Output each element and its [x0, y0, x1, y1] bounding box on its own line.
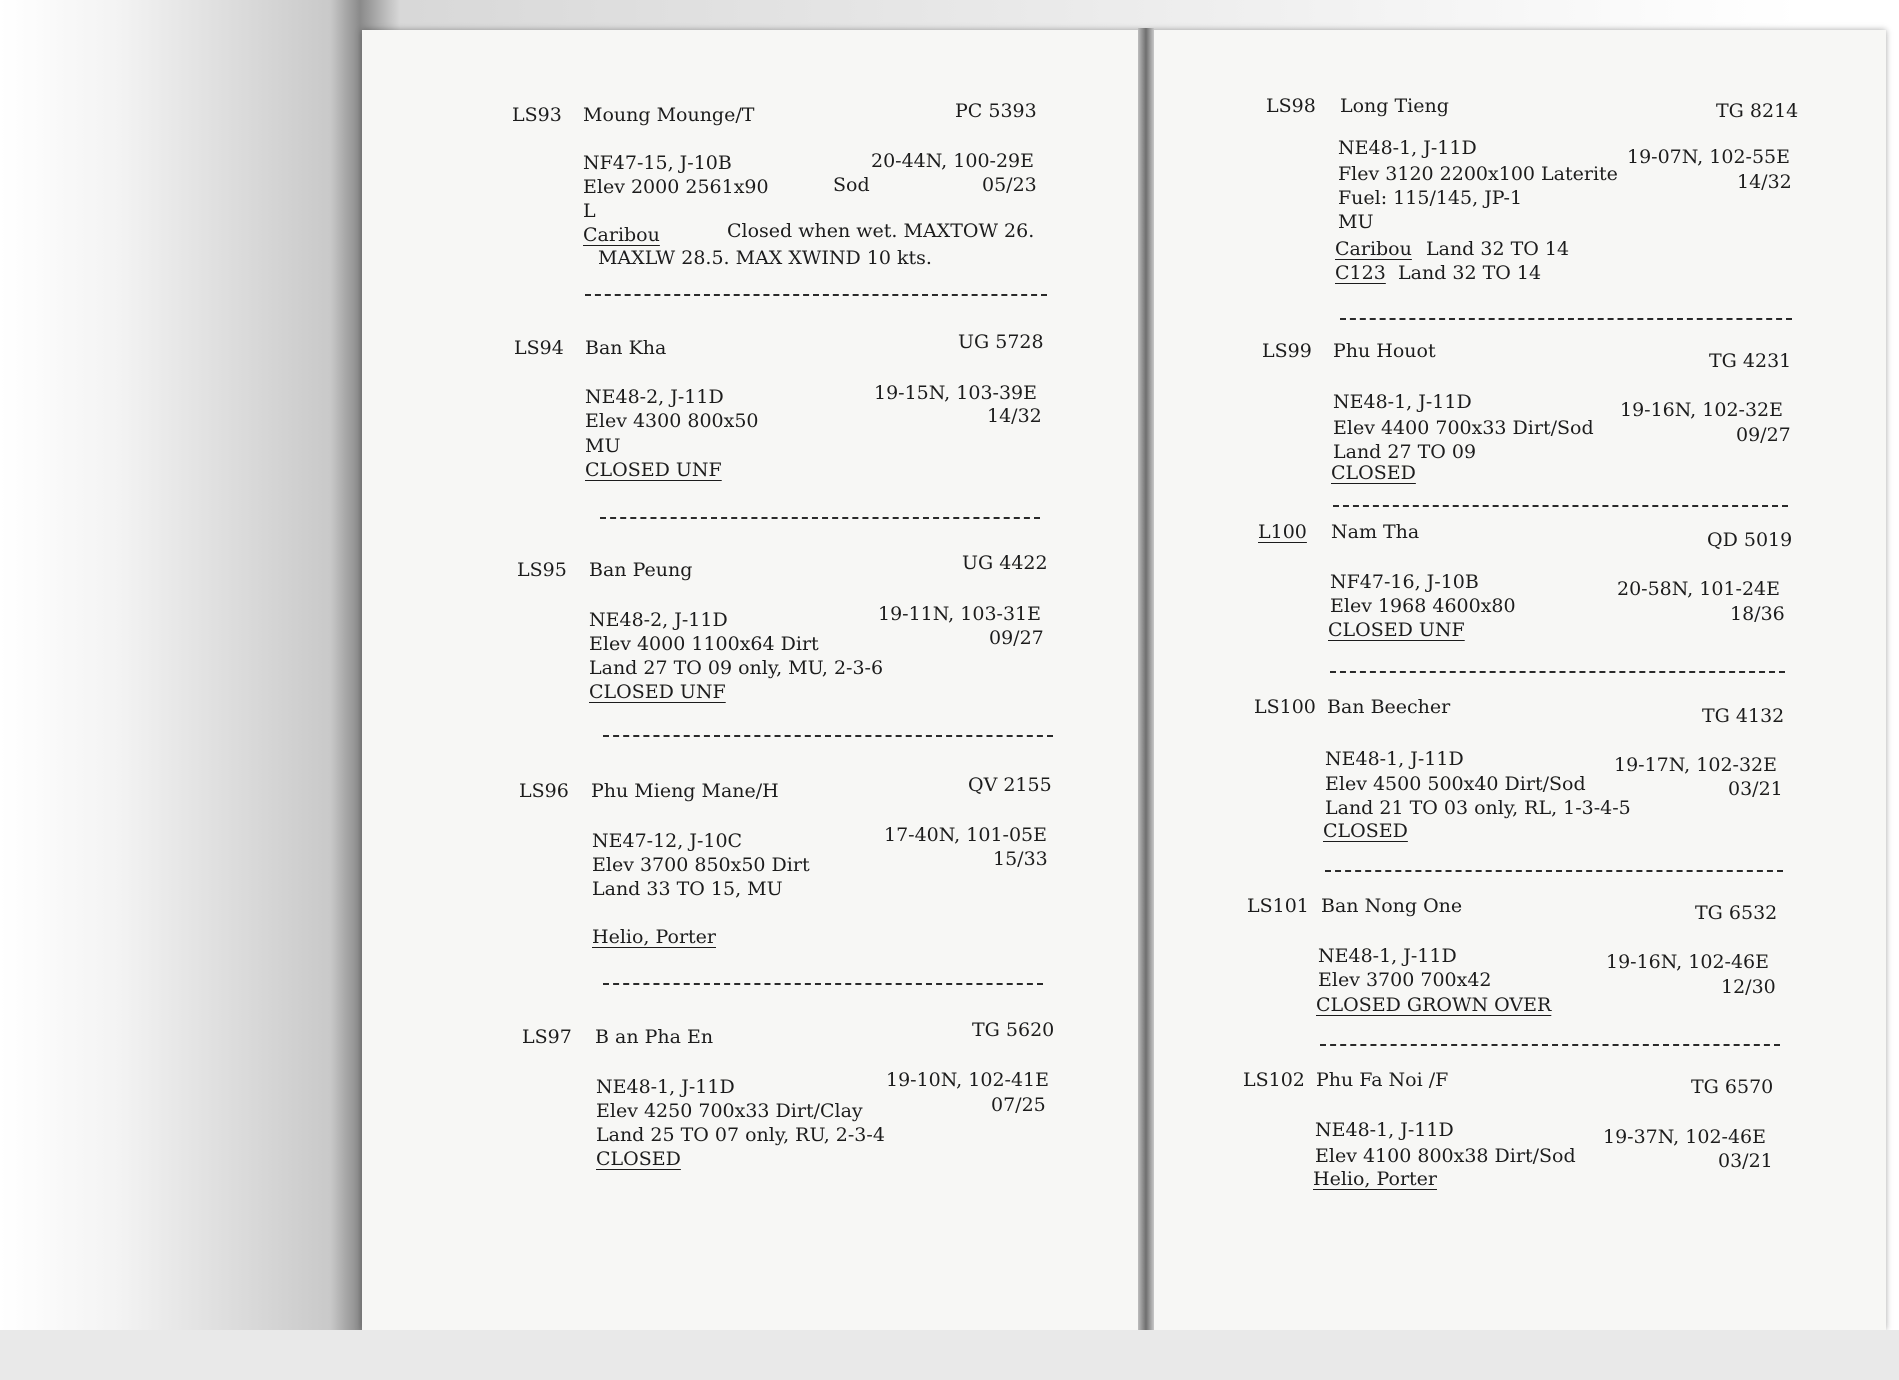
chart-reference: NE48-1, J-11D	[1318, 945, 1457, 967]
entry-separator	[600, 517, 1040, 519]
runway-heading: 12/30	[1721, 976, 1776, 998]
book-spine	[1138, 28, 1154, 1333]
site-id: LS102	[1243, 1069, 1305, 1091]
entry-separator	[1320, 1044, 1780, 1046]
coordinates: 19-16N, 102-32E	[1620, 399, 1783, 421]
elevation-dimensions: Elev 3700 850x50 Dirt	[592, 854, 810, 876]
runway-heading: 09/27	[1736, 424, 1791, 446]
chart-reference: NE48-2, J-11D	[589, 609, 728, 631]
site-name: Ban Nong One	[1321, 895, 1463, 917]
elevation-dimensions: Elev 4300 800x50	[585, 410, 759, 432]
entry-separator	[585, 294, 1047, 296]
remarks: Closed when wet. MAXTOW 26.	[727, 220, 1035, 242]
coordinates: 19-17N, 102-32E	[1614, 754, 1777, 776]
site-name: Ban Peung	[589, 559, 693, 581]
site-id: L100	[1258, 521, 1307, 543]
grid-reference: QV 2155	[968, 774, 1052, 796]
remarks-continued: MAXLW 28.5. MAX XWIND 10 kts.	[598, 247, 932, 269]
aircraft-type: Caribou	[583, 224, 660, 246]
chart-reference: NE48-1, J-11D	[1338, 137, 1477, 159]
coordinates: 19-11N, 103-31E	[878, 603, 1041, 625]
chart-reference: NE47-12, J-10C	[592, 830, 743, 852]
runway-heading: 18/36	[1730, 603, 1785, 625]
runway-heading: 03/21	[1718, 1150, 1773, 1172]
elevation-dimensions: Elev 4000 1100x64 Dirt	[589, 633, 819, 655]
coordinates: 19-16N, 102-46E	[1606, 951, 1769, 973]
elevation-dimensions: Elev 2000 2561x90	[583, 176, 769, 198]
runway-heading: 03/21	[1728, 778, 1783, 800]
coordinates: 19-37N, 102-46E	[1603, 1126, 1766, 1148]
elevation-dimensions: Elev 4400 700x33 Dirt/Sod	[1333, 417, 1594, 439]
grid-reference: TG 4132	[1702, 705, 1785, 727]
scan-bottom-margin	[0, 1330, 1899, 1380]
entry-separator	[603, 735, 1053, 737]
runway-heading: 05/23	[982, 174, 1037, 196]
site-name: Ban Kha	[585, 337, 667, 359]
status: Helio, Porter	[592, 926, 716, 948]
site-name: Long Tieng	[1340, 95, 1449, 117]
line-3: L	[583, 200, 596, 222]
site-id: LS97	[522, 1026, 572, 1048]
grid-reference: TG 6532	[1695, 902, 1778, 924]
grid-reference: TG 6570	[1691, 1076, 1774, 1098]
runway-heading: 07/25	[991, 1094, 1046, 1116]
site-id: LS98	[1266, 95, 1316, 117]
site-id: LS93	[512, 104, 562, 126]
grid-reference: QD 5019	[1707, 529, 1793, 551]
status: CLOSED	[1331, 462, 1416, 484]
status: CLOSED	[1323, 820, 1408, 842]
site-id: LS95	[517, 559, 567, 581]
site-id: LS99	[1262, 340, 1312, 362]
chart-reference: NF47-16, J-10B	[1330, 571, 1479, 593]
grid-reference: TG 5620	[972, 1019, 1055, 1041]
site-name: Phu Fa Noi /F	[1316, 1069, 1449, 1091]
entry-separator	[603, 983, 1043, 985]
grid-reference: TG 8214	[1716, 100, 1799, 122]
site-name: Phu Houot	[1333, 340, 1436, 362]
chart-reference: NE48-1, J-11D	[1315, 1119, 1454, 1141]
chart-reference: NE48-2, J-11D	[585, 386, 724, 408]
line-3: Land 27 TO 09	[1333, 441, 1477, 463]
line-4: MU	[1338, 211, 1374, 233]
status: CLOSED GROWN OVER	[1316, 994, 1552, 1016]
remarks: Land 32 TO 14	[1426, 238, 1570, 260]
runway-heading: 14/32	[987, 405, 1042, 427]
grid-reference: UG 5728	[958, 331, 1044, 353]
elevation-dimensions: Flev 3120 2200x100 Laterite	[1338, 163, 1618, 185]
coordinates: 19-15N, 103-39E	[874, 382, 1037, 404]
status: CLOSED UNF	[585, 459, 722, 481]
elevation-dimensions: Elev 4250 700x33 Dirt/Clay	[596, 1100, 863, 1122]
coordinates: 19-07N, 102-55E	[1627, 146, 1790, 168]
entry-separator	[1333, 505, 1788, 507]
line-3: Land 27 TO 09 only, MU, 2-3-6	[589, 657, 884, 679]
aircraft-type: Caribou	[1335, 238, 1412, 260]
runway-heading: 14/32	[1737, 171, 1792, 193]
site-name: Moung Mounge/T	[583, 104, 755, 126]
site-name: Phu Mieng Mane/H	[591, 780, 779, 802]
site-name: B an Pha En	[595, 1026, 714, 1048]
line-3: MU	[585, 435, 621, 457]
remarks-2: Land 32 TO 14	[1398, 262, 1542, 284]
chart-reference: NF47-15, J-10B	[583, 152, 732, 174]
elevation-dimensions: Elev 4100 800x38 Dirt/Sod	[1315, 1145, 1576, 1167]
site-id: LS96	[519, 780, 569, 802]
status: CLOSED UNF	[589, 681, 726, 703]
grid-reference: PC 5393	[955, 100, 1037, 122]
runway-heading: 15/33	[993, 848, 1048, 870]
status: Helio, Porter	[1313, 1168, 1437, 1190]
chart-reference: NE48-1, J-11D	[596, 1076, 735, 1098]
entry-separator	[1330, 671, 1785, 673]
entry-separator	[1325, 870, 1783, 872]
elevation-dimensions: Elev 3700 700x42	[1318, 969, 1492, 991]
coordinates: 20-44N, 100-29E	[871, 150, 1034, 172]
line-3: Land 33 TO 15, MU	[592, 878, 783, 900]
coordinates: 20-58N, 101-24E	[1617, 578, 1780, 600]
line-3: Land 25 TO 07 only, RU, 2-3-4	[596, 1124, 885, 1146]
elevation-dimensions: Elev 4500 500x40 Dirt/Sod	[1325, 773, 1586, 795]
runway-heading: 09/27	[989, 627, 1044, 649]
elevation-dimensions: Elev 1968 4600x80	[1330, 595, 1516, 617]
site-name: Ban Beecher	[1327, 696, 1451, 718]
line-3: Land 21 TO 03 only, RL, 1-3-4-5	[1325, 797, 1631, 819]
right-page	[1146, 30, 1886, 1330]
grid-reference: TG 4231	[1709, 350, 1792, 372]
entry-separator	[1340, 318, 1792, 320]
status: CLOSED UNF	[1328, 619, 1465, 641]
chart-reference: NE48-1, J-11D	[1333, 391, 1472, 413]
site-id: LS94	[514, 337, 564, 359]
status: CLOSED	[596, 1148, 681, 1170]
site-id: LS101	[1247, 895, 1309, 917]
fuel: Fuel: 115/145, JP-1	[1338, 187, 1523, 209]
site-name: Nam Tha	[1331, 521, 1420, 543]
coordinates: 17-40N, 101-05E	[884, 824, 1047, 846]
coordinates: 19-10N, 102-41E	[886, 1069, 1049, 1091]
aircraft-type-2: C123	[1335, 262, 1386, 284]
chart-reference: NE48-1, J-11D	[1325, 748, 1464, 770]
grid-reference: UG 4422	[962, 552, 1048, 574]
surface-type: Sod	[833, 174, 870, 196]
site-id: LS100	[1254, 696, 1316, 718]
